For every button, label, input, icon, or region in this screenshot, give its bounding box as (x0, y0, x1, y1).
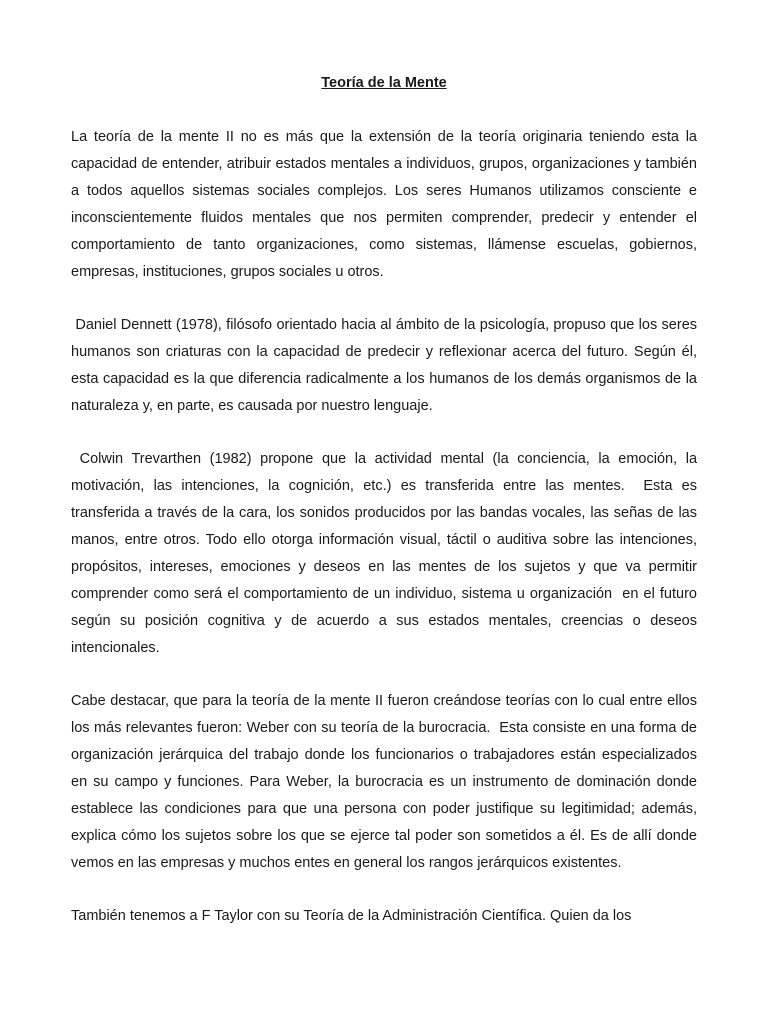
paragraph-2: Daniel Dennett (1978), filósofo orientado hacia al ámbito de la psicología, propuso que los seres humanos son criaturas con la capacidad de predecir y reflexionar acerca del futuro. Según él, esta capacidad es la que diferencia radicalmente a los humanos de los demás organismos de la naturaleza y, en parte, es causada por nuestro lenguaje. (71, 317, 702, 414)
paragraph-3: Colwin Trevarthen (1982) propone que la actividad mental (la conciencia, la emoción, la motivación, las intenciones, la cognición, etc.) es transferida entre las mentes. Esta es transferida a través de la cara, los sonidos producidos por las bandas vocales, las señas de las manos, entre otros. Todo ello otorga información visual, táctil o auditiva sobre las intenciones, propósitos, intereses, emociones y deseos en las mentes de los sujetos y que va permitir comprender como será el comportamiento de un individuo, sistema u organización en el futuro según su posición cognitiva y de acuerdo a sus estados mentales, creencias o deseos intencionales. (71, 451, 702, 656)
document-title: Teoría de la Mente (321, 75, 447, 91)
paragraph-4: Cabe destacar, que para la teoría de la mente II fueron creándose teorías con lo cual entre ellos los más relevantes fueron: Weber con su teoría de la burocracia. Esta consiste en una forma de organización jerárquica del trabajo donde los funcionarios o trabajadores están especializados en su campo y funciones. Para Weber, la burocracia es un instrumento de dominación donde establece las condiciones para que una persona con poder justifique su legitimidad; además, explica cómo los sujetos sobre los que se ejerce tal poder son sometidos a él. Es de allí donde vemos en las empresas y muchos entes en general los rangos jerárquicos existentes. (71, 693, 702, 871)
paragraph-5: También tenemos a F Taylor con su Teoría de la Administración Científica. Quien da los (71, 908, 632, 924)
paragraph-1: La teoría de la mente II no es más que la extensión de la teoría originaria teniendo esta la capacidad de entender, atribuir estados mentales a individuos, grupos, organizaciones y también a todos aquellos sistemas sociales complejos. Los seres Humanos utilizamos consciente e inconscientemente fluidos mentales que nos permiten comprender, predecir y entender el comportamiento de tanto organizaciones, como sistemas, llámense escuelas, gobiernos, empresas, instituciones, grupos sociales u otros. (71, 129, 702, 280)
document-body (71, 124, 702, 956)
